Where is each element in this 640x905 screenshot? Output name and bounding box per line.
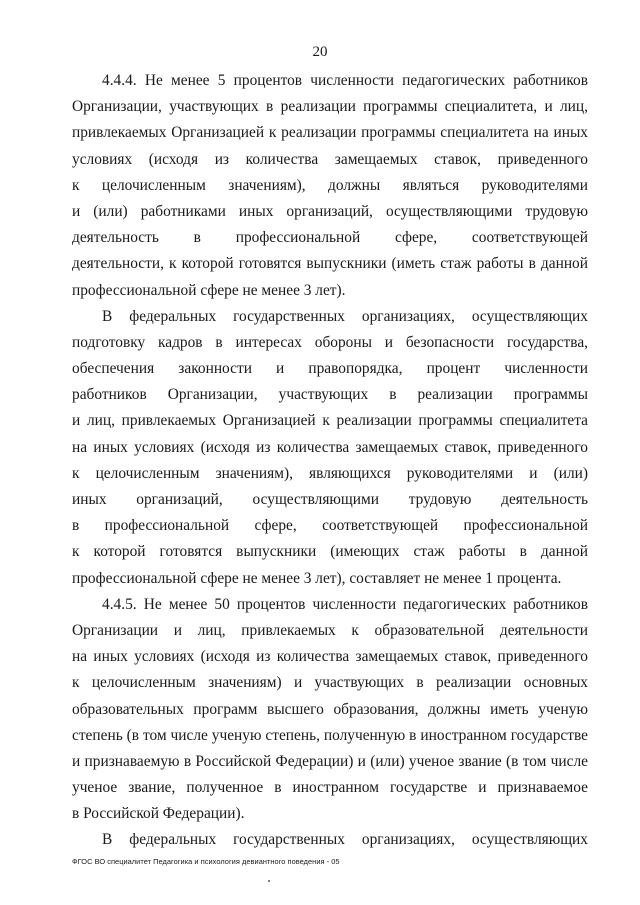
page-number: 20 <box>312 44 328 60</box>
paragraph-federal-organizations <box>72 304 588 592</box>
text-line: обеспечения законности и правопорядка, процент численности <box>72 360 588 378</box>
text-line: работников Организации, участвующих в реализации программы <box>72 386 588 404</box>
text-line: ученое звание, полученное в иностранном государстве и признаваемое <box>72 779 588 797</box>
text-line: и (или) работниками иных организаций, осуществляющими трудовую <box>72 202 588 220</box>
paragraph-4-4-5 <box>72 592 588 828</box>
text-line: к которой готовятся выпускники (имеющих стаж работы в данной <box>72 543 588 561</box>
text-line: на иных условиях (исходя из количества замещаемых ставок, приведенного <box>72 438 588 456</box>
text-line: на иных условиях (исходя из количества замещаемых ставок, приведенного <box>72 648 588 666</box>
text-line: профессиональной сфере не менее 3 лет), составляет не менее 1 процента. <box>72 569 562 587</box>
scan-speck <box>268 880 270 882</box>
text-line: образовательных программ высшего образования, должны иметь ученую <box>72 700 588 718</box>
text-line: деятельности, к которой готовятся выпускники (иметь стаж работы в данной <box>72 255 588 273</box>
text-line: условиях (исходя из количества замещаемых ставок, приведенного <box>72 150 588 168</box>
text-line: к целочисленным значениям) и участвующих в реализации основных <box>72 674 588 692</box>
text-line: к целочисленным значениям), должны являться руководителями <box>72 176 588 194</box>
text-line: иных организаций, осуществляющими трудовую деятельность <box>72 491 588 509</box>
text-line: Организации, участвующих в реализации программы специалитета, и лиц, <box>72 98 588 116</box>
text-line: привлекаемых Организацией к реализации программы специалитета на иных <box>72 124 588 142</box>
text-line: и лиц, привлекаемых Организацией к реализации программы специалитета <box>72 412 588 430</box>
text-line: В федеральных государственных организациях, осуществляющих <box>102 831 588 849</box>
text-line: в профессиональной сфере, соответствующей профессиональной <box>72 517 588 535</box>
paragraph-federal-organizations-continued <box>72 827 588 853</box>
text-line: 4.4.4. Не менее 5 процентов численности педагогических работников <box>102 72 588 89</box>
text-line: степень (в том числе ученую степень, полученную в иностранном государстве <box>72 726 588 744</box>
text-line: деятельность в профессиональной сфере, соответствующей <box>72 229 588 247</box>
text-line: к целочисленным значениям), являющихся руководителями и (или) <box>72 464 588 482</box>
text-line: профессиональной сфере не менее 3 лет). <box>72 281 346 299</box>
text-line: В федеральных государственных организациях, осуществляющих <box>102 307 588 325</box>
text-line: в Российской Федерации). <box>72 805 245 823</box>
paragraph-4-4-4 <box>72 68 588 304</box>
text-line: Организации и лиц, привлекаемых к образовательной деятельности <box>72 621 588 639</box>
text-line: подготовку кадров в интересах обороны и безопасности государства, <box>72 333 588 351</box>
text-line: 4.4.5. Не менее 50 процентов численности педагогических работников <box>102 595 588 613</box>
page-footer: ФГОС ВО специалитет Педагогика и психология девиантного поведения - 05 <box>72 857 340 866</box>
document-body <box>72 68 588 854</box>
text-line: и признаваемую в Российской Федерации) и (или) ученое звание (в том числе <box>72 752 588 770</box>
